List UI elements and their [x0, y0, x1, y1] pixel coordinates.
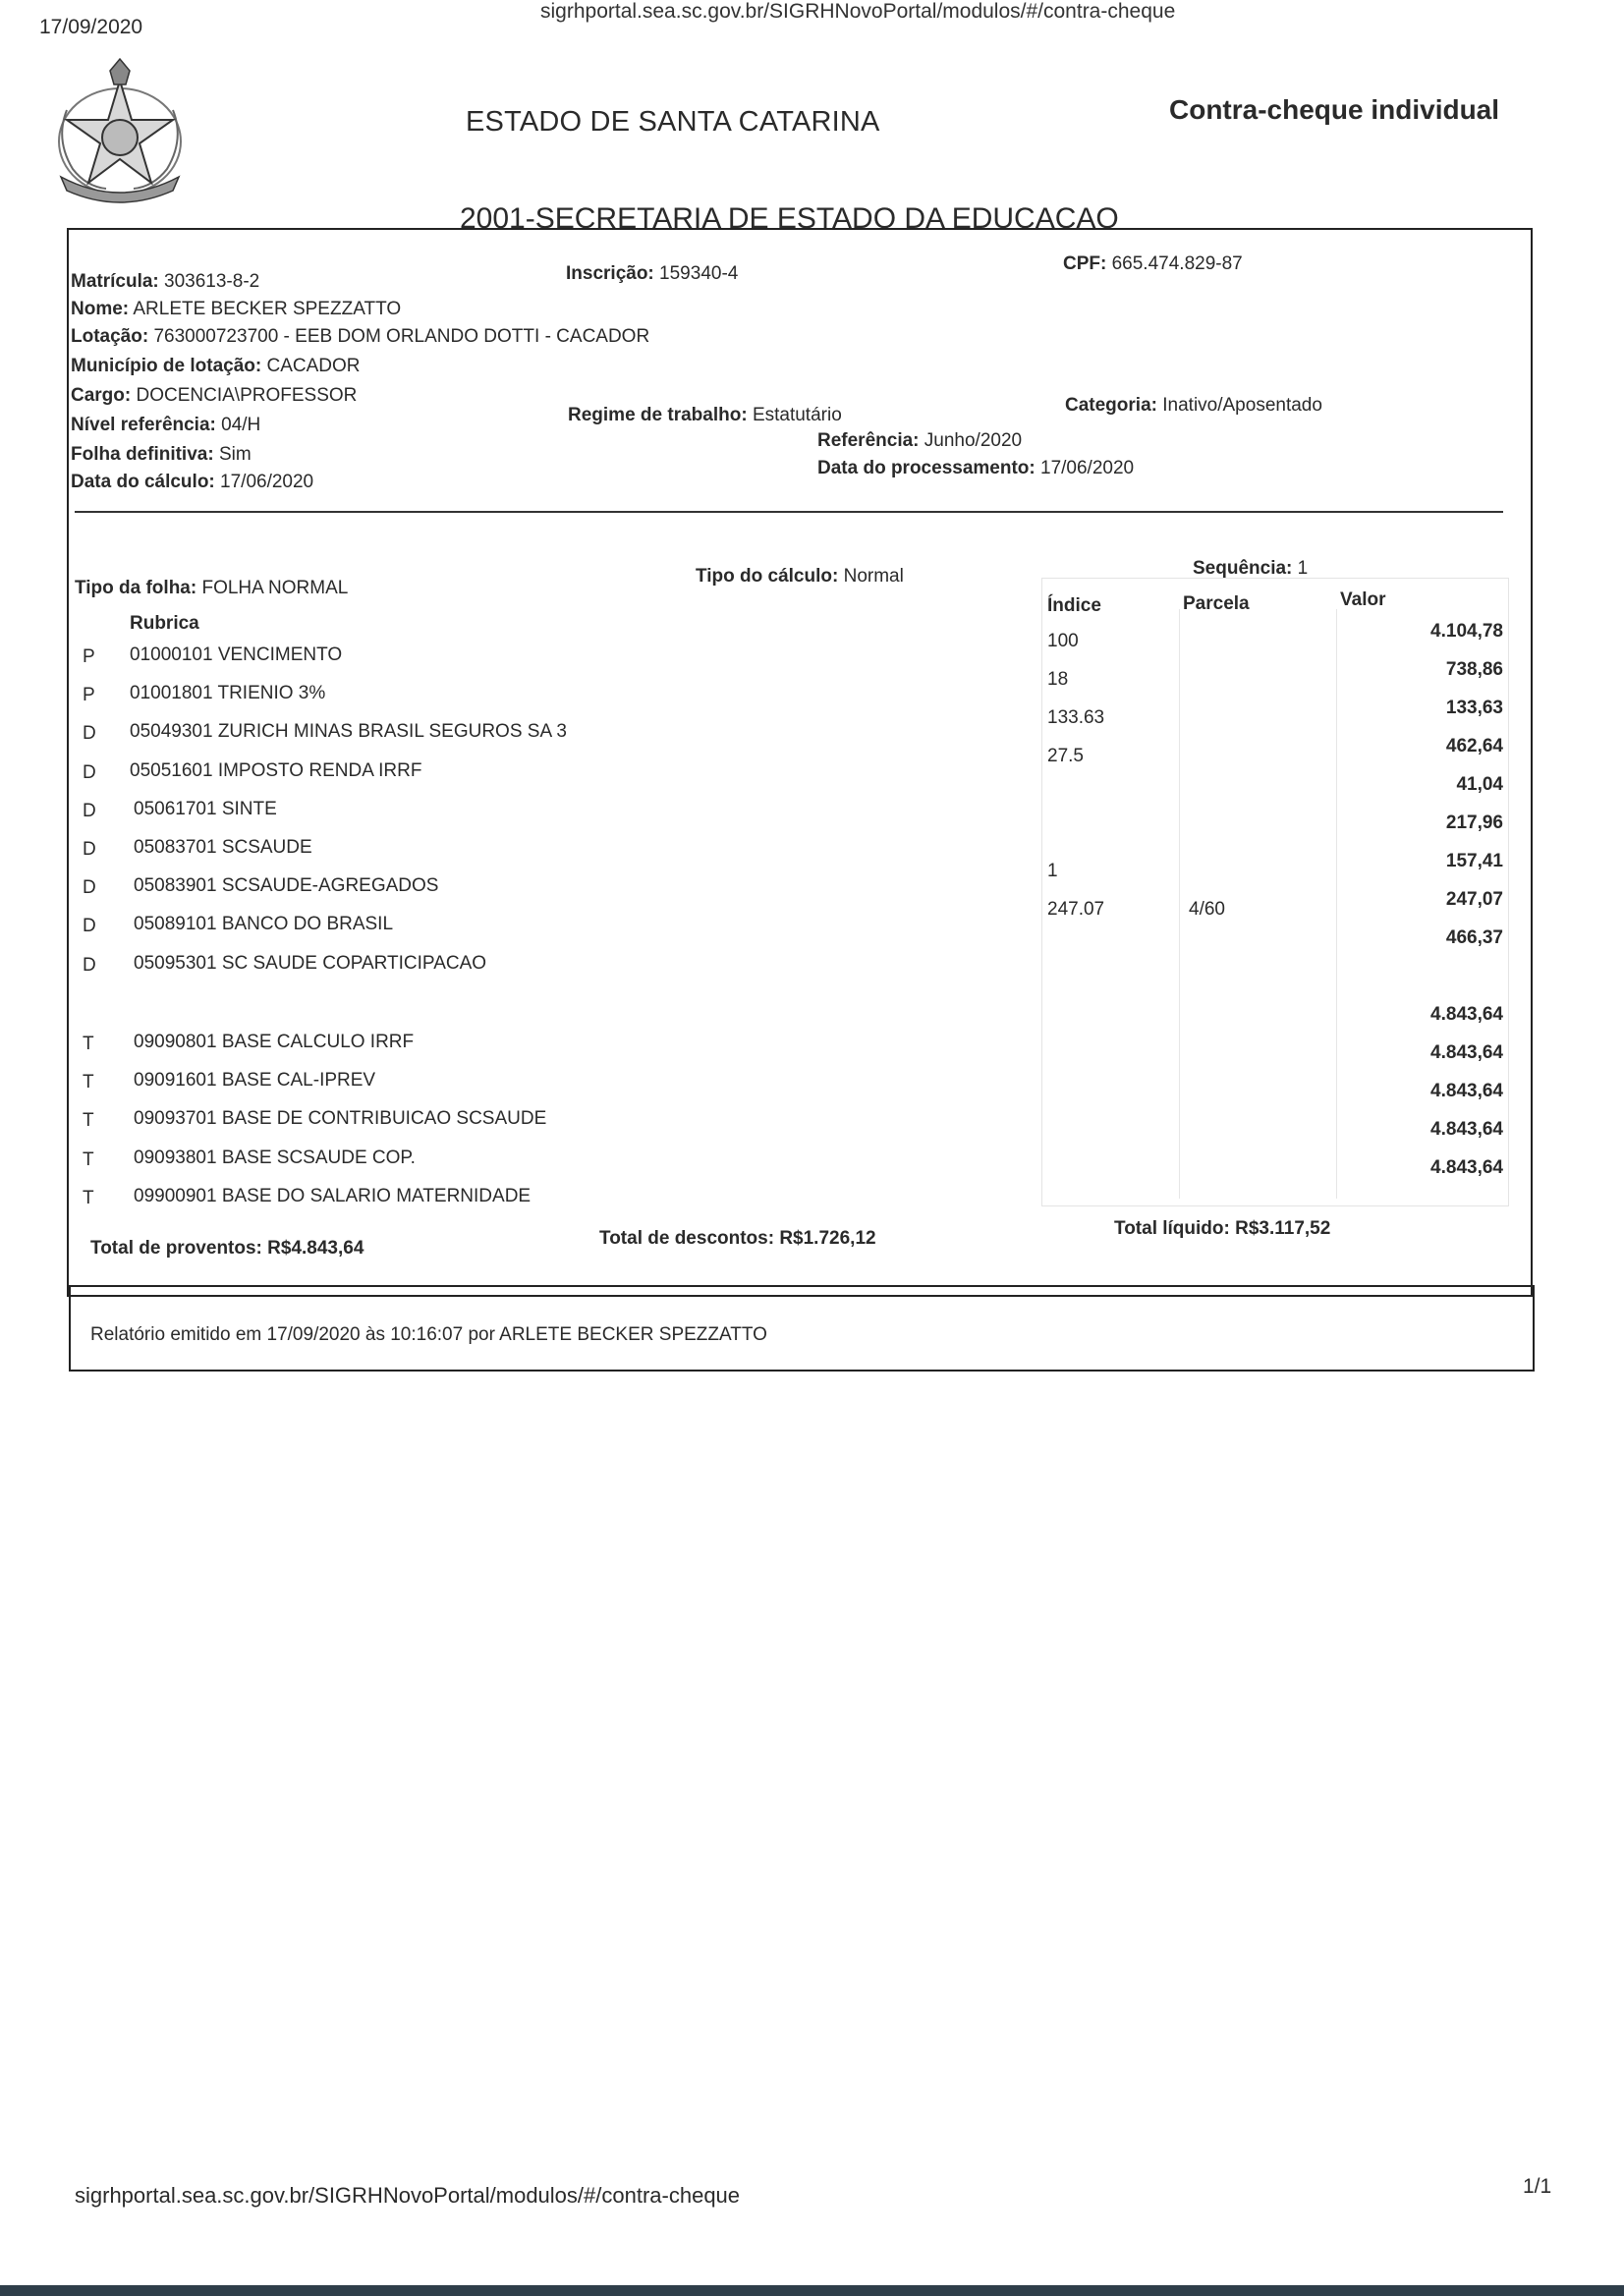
grid-column-divider — [1179, 609, 1180, 1199]
grid-column-divider — [1336, 609, 1337, 1199]
row-rubrica: 05083701 SCSAUDE — [134, 837, 312, 858]
state-title: ESTADO DE SANTA CATARINA — [466, 106, 880, 138]
col-indice-header: Índice — [1047, 595, 1101, 616]
document-title: Contra-cheque individual — [1169, 94, 1500, 125]
row-type: D — [83, 723, 96, 745]
cpf-value: 665.474.829-87 — [1111, 253, 1243, 274]
categoria-label: Categoria: — [1065, 395, 1157, 416]
row-rubrica: 05095301 SC SAUDE COPARTICIPACAO — [134, 952, 487, 974]
municipio-value: CACADOR — [266, 356, 361, 376]
row-rubrica: 01000101 VENCIMENTO — [130, 644, 343, 665]
calculo-value: 17/06/2020 — [220, 472, 314, 492]
row-valor: 217,96 — [1445, 812, 1503, 833]
row-valor: 4.843,64 — [1430, 1081, 1503, 1101]
referencia-value: Junho/2020 — [924, 430, 1023, 451]
tipo-calculo-field — [696, 566, 904, 588]
row-valor: 4.843,64 — [1430, 1004, 1503, 1025]
folha-definitiva-field — [71, 444, 252, 466]
row-type: T — [83, 1072, 94, 1093]
regime-field — [568, 405, 842, 426]
sequencia-label: Sequência: — [1193, 558, 1293, 579]
total-proventos: Total de proventos: R$4.843,64 — [90, 1238, 364, 1259]
regime-label: Regime de trabalho: — [568, 405, 748, 425]
report-emitted-text: Relatório emitido em 17/09/2020 às 10:16:07 por ARLETE BECKER SPEZZATTO — [90, 1324, 767, 1345]
col-valor-header: Valor — [1340, 589, 1386, 610]
row-rubrica: 05051601 IMPOSTO RENDA IRRF — [130, 759, 422, 781]
row-valor: 466,37 — [1445, 927, 1503, 948]
row-type: D — [83, 954, 96, 976]
row-rubrica: 09093801 BASE SCSAUDE COP. — [134, 1147, 416, 1168]
row-rubrica: 05049301 ZURICH MINAS BRASIL SEGUROS SA 3 — [130, 721, 567, 743]
row-type: T — [83, 1148, 94, 1170]
header-url: sigrhportal.sea.sc.gov.br/SIGRHNovoPortal/modulos/#/contra-cheque — [540, 0, 1176, 23]
cargo-label: Cargo: — [71, 385, 132, 406]
row-rubrica: 05083901 SCSAUDE-AGREGADOS — [134, 875, 439, 897]
section-divider — [75, 511, 1503, 513]
row-indice: 1 — [1047, 861, 1058, 881]
row-rubrica: 05089101 BANCO DO BRASIL — [134, 914, 394, 935]
row-type: T — [83, 1187, 94, 1208]
processamento-value: 17/06/2020 — [1040, 458, 1135, 478]
row-indice: 18 — [1047, 669, 1069, 690]
tipo-folha-field — [75, 578, 348, 599]
row-valor: 4.104,78 — [1430, 621, 1503, 642]
row-rubrica: 09090801 BASE CALCULO IRRF — [134, 1032, 415, 1052]
nivel-value: 04/H — [221, 415, 261, 435]
row-rubrica: 09093701 BASE DE CONTRIBUICAO SCSAUDE — [134, 1108, 547, 1130]
inscricao-value: 159340-4 — [659, 263, 739, 284]
row-rubrica: 01001801 TRIENIO 3% — [130, 683, 326, 704]
categoria-value: Inativo/Aposentado — [1162, 395, 1322, 416]
tipo-folha-value: FOLHA NORMAL — [201, 578, 349, 598]
row-parcela: 4/60 — [1189, 899, 1225, 920]
lotacao-value: 763000723700 - EEB DOM ORLANDO DOTTI - CACADOR — [153, 326, 650, 347]
print-date: 17/09/2020 — [39, 16, 143, 38]
regime-value: Estatutário — [752, 405, 842, 425]
row-type: D — [83, 800, 96, 821]
cpf-field — [1063, 253, 1243, 275]
total-liquido: Total líquido: R$3.117,52 — [1114, 1218, 1331, 1239]
processamento-field — [817, 458, 1134, 479]
row-type: T — [83, 1110, 94, 1132]
total-descontos: Total de descontos: R$1.726,12 — [599, 1228, 876, 1249]
row-valor: 247,07 — [1445, 889, 1503, 910]
nivel-field — [71, 415, 260, 436]
referencia-label: Referência: — [817, 430, 920, 451]
cargo-value: DOCENCIA\PROFESSOR — [136, 385, 358, 406]
referencia-field — [817, 430, 1022, 452]
row-rubrica: 09091601 BASE CAL-IPREV — [134, 1070, 376, 1092]
row-type: P — [83, 646, 95, 667]
cpf-label: CPF: — [1063, 253, 1107, 274]
row-indice: 27.5 — [1047, 746, 1084, 766]
row-indice: 247.07 — [1047, 899, 1105, 920]
row-indice: 100 — [1047, 631, 1079, 651]
nome-value: ARLETE BECKER SPEZZATTO — [133, 299, 402, 319]
row-valor: 462,64 — [1445, 736, 1503, 756]
inscricao-label: Inscrição: — [566, 263, 654, 284]
row-indice: 133.63 — [1047, 707, 1105, 728]
row-valor: 4.843,64 — [1430, 1157, 1503, 1178]
lotacao-label: Lotação: — [71, 326, 149, 347]
processamento-label: Data do processamento: — [817, 458, 1036, 478]
row-valor: 157,41 — [1445, 851, 1503, 871]
folha-definitiva-label: Folha definitiva: — [71, 444, 214, 465]
sequencia-value: 1 — [1297, 558, 1309, 579]
row-valor: 41,04 — [1456, 774, 1503, 795]
row-rubrica: 09900901 BASE DO SALARIO MATERNIDADE — [134, 1185, 532, 1206]
nome-field — [71, 299, 401, 320]
scan-edge-bar — [0, 2285, 1624, 2296]
row-type: P — [83, 685, 95, 706]
row-rubrica: 05061701 SINTE — [134, 798, 277, 819]
municipio-field — [71, 356, 361, 377]
cargo-field — [71, 385, 357, 407]
nome-label: Nome: — [71, 299, 130, 319]
row-valor: 738,86 — [1445, 659, 1503, 680]
row-valor: 4.843,64 — [1430, 1042, 1503, 1063]
col-parcela-header: Parcela — [1183, 593, 1250, 614]
categoria-field — [1065, 395, 1322, 417]
matricula-value: 303613-8-2 — [164, 271, 260, 292]
row-type: D — [83, 761, 96, 783]
row-type: D — [83, 877, 96, 899]
tipo-folha-label: Tipo da folha: — [75, 578, 197, 598]
municipio-label: Município de lotação: — [71, 356, 262, 376]
calculo-field — [71, 472, 313, 493]
lotacao-field — [71, 326, 649, 348]
sequencia-field — [1193, 558, 1308, 580]
coat-of-arms-icon — [47, 51, 193, 204]
nivel-label: Nível referência: — [71, 415, 216, 435]
row-valor: 4.843,64 — [1430, 1119, 1503, 1140]
page-number: 1/1 — [1523, 2175, 1552, 2198]
row-valor: 133,63 — [1445, 698, 1503, 718]
tipo-calculo-value: Normal — [843, 566, 904, 587]
inscricao-field — [566, 263, 738, 285]
row-type: D — [83, 839, 96, 860]
row-type: D — [83, 916, 96, 937]
calculo-label: Data do cálculo: — [71, 472, 215, 492]
folha-definitiva-value: Sim — [218, 444, 252, 465]
tipo-calculo-label: Tipo do cálculo: — [696, 566, 839, 587]
matricula-label: Matrícula: — [71, 271, 159, 292]
matricula-field — [71, 271, 259, 293]
department-title: 2001-SECRETARIA DE ESTADO DA EDUCACAO — [460, 202, 1119, 235]
row-type: T — [83, 1034, 94, 1054]
footer-url: sigrhportal.sea.sc.gov.br/SIGRHNovoPortal/modulos/#/contra-cheque — [75, 2183, 741, 2208]
col-rubrica-header: Rubrica — [130, 613, 199, 634]
